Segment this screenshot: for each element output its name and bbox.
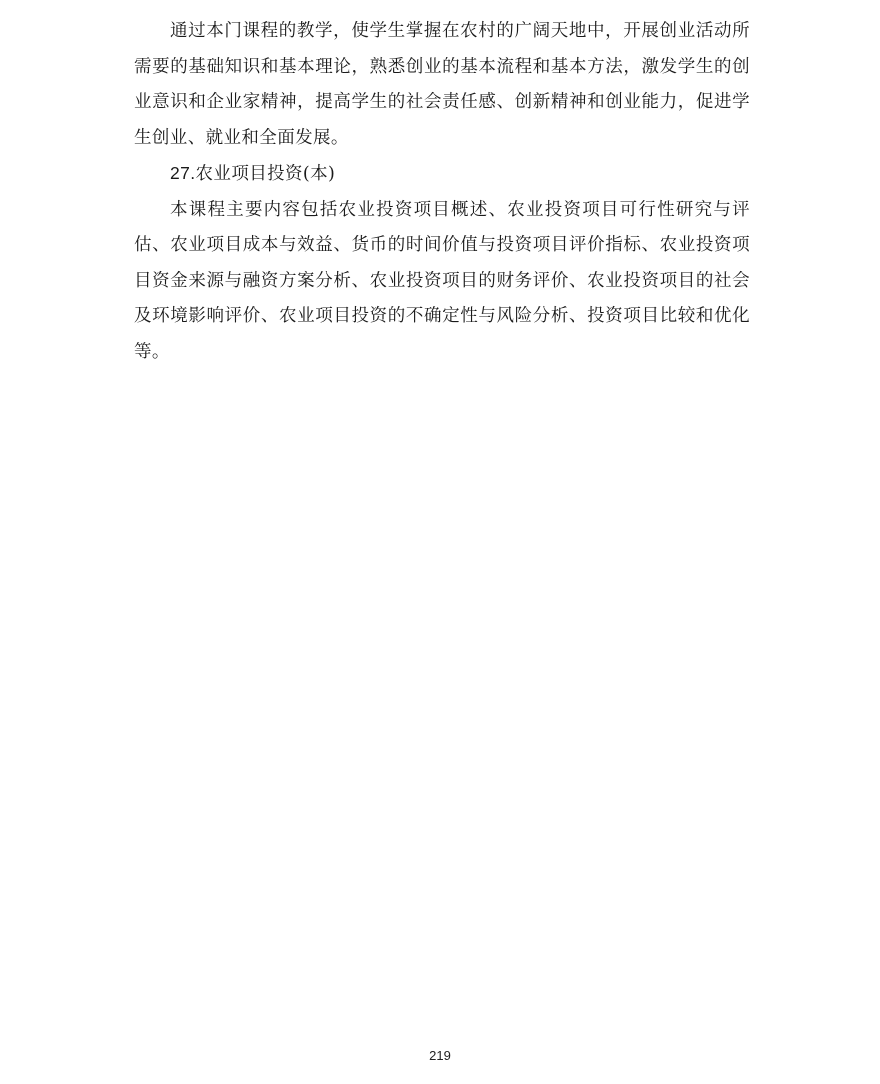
course-content-paragraph: 本课程主要内容包括农业投资项目概述、农业投资项目可行性研究与评估、农业项目成本与效益、货币的时间价值与投资项目评价指标、农业投资项目资金来源与融资方案分析、农业投资项目的财务评价、农业投资项目的社会及环境影响评价、农业项目投资的不确定性与风险分析、投资项目比较和优化等。 — [134, 199, 750, 362]
page-content — [134, 14, 750, 370]
section-title: 农业项目投资(本) — [195, 164, 336, 184]
section-number: 27. — [170, 163, 196, 183]
course-goal-paragraph: 通过本门课程的教学，使学生掌握在农村的广阔天地中，开展创业活动所需要的基础知识和基本理论，熟悉创业的基本流程和基本方法，激发学生的创业意识和企业家精神，提高学生的社会责任感、创新精神和创业能力，促进学生创业、就业和全面发展。 — [134, 21, 750, 148]
section-heading — [134, 156, 750, 193]
page-number: 219 — [429, 1048, 451, 1063]
